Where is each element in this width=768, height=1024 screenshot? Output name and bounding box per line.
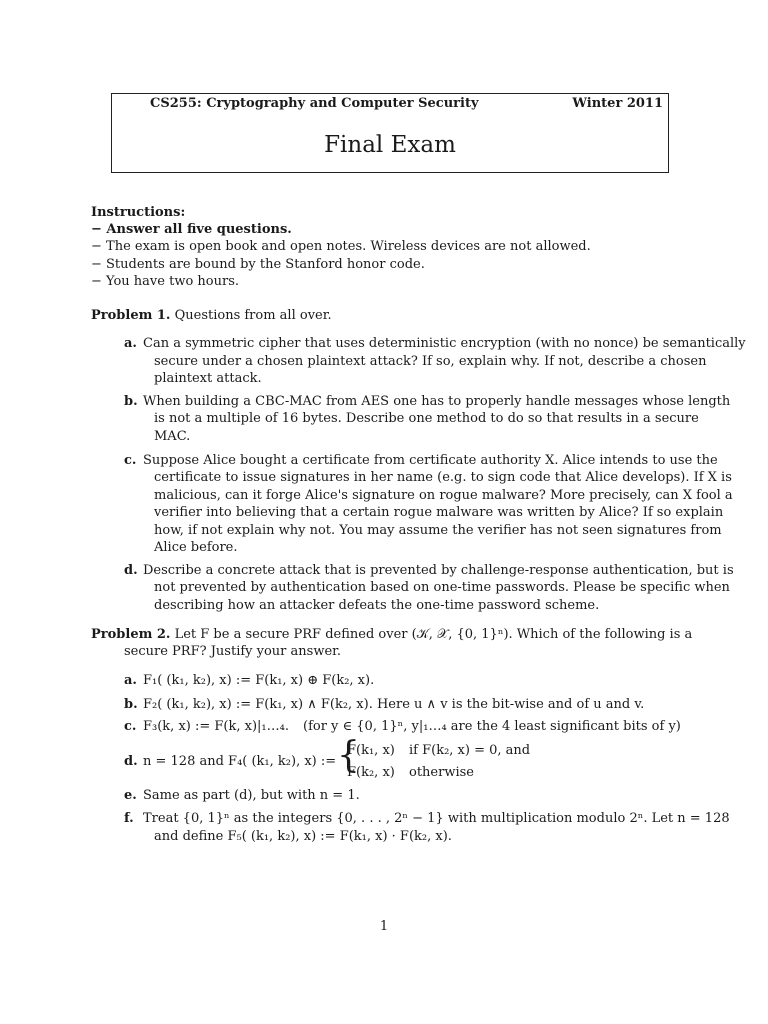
- part-note: (for y ∈ {0, 1}ⁿ, y|₁…₄ are the 4 least significant bits of y): [303, 719, 681, 734]
- case-1-condition: if F(k₂, x) = 0, and: [409, 743, 531, 758]
- part-label: d.: [124, 754, 138, 769]
- problem-2-heading: [91, 626, 692, 643]
- part-text: not prevented by authentication based on one-time passwords. Please be specific when: [154, 580, 730, 595]
- part-text: Can a symmetric cipher that uses deterministic encryption (with no nonce) be semantically: [143, 336, 746, 351]
- part-label: b.: [124, 394, 138, 409]
- problem-1-heading: [91, 307, 332, 324]
- part-text: is not a multiple of 16 bytes. Describe one method to do so that results in a secure: [154, 411, 699, 426]
- course-title: CS255: Cryptography and Computer Security: [150, 96, 479, 111]
- part-text: F₁( (k₁, k₂), x) := F(k₁, x) ⊕ F(k₂, x).: [143, 673, 375, 688]
- term: Winter 2011: [572, 96, 663, 111]
- part-label: d.: [124, 563, 138, 578]
- part-label: e.: [124, 788, 137, 803]
- part-text: Treat {0, 1}ⁿ as the integers {0, . . . , 2ⁿ − 1} with multiplication modulo 2ⁿ. Let n = 128: [143, 811, 730, 826]
- problem-2-label: Problem 2.: [91, 627, 171, 642]
- part-text: F₂( (k₁, k₂), x) := F(k₁, x) ∧ F(k₂, x). Here u ∧ v is the bit-wise and of u and v.: [143, 697, 645, 712]
- part-text: MAC.: [154, 429, 191, 444]
- problem-1-label: Problem 1.: [91, 308, 171, 323]
- exam-header-box: [111, 93, 669, 173]
- instruction-item: − You have two hours.: [91, 274, 240, 289]
- instruction-item: − Students are bound by the Stanford honor code.: [91, 257, 425, 272]
- part-text: Alice before.: [154, 540, 238, 555]
- part-text: n = 128 and F₄( (k₁, k₂), x) :=: [143, 754, 337, 769]
- part-label: c.: [124, 453, 137, 468]
- part-label: a.: [124, 673, 137, 688]
- part-text: F₃(k, x) := F(k, x)|₁…₄.: [143, 719, 289, 734]
- part-label: a.: [124, 336, 137, 351]
- case-2-condition: otherwise: [409, 765, 474, 780]
- case-1-value: F(k₁, x): [347, 743, 395, 758]
- case-brace: {: [337, 735, 360, 776]
- page-title: Final Exam: [324, 132, 456, 158]
- problem-2-intro-cont: secure PRF? Justify your answer.: [124, 644, 342, 659]
- part-text: describing how an attacker defeats the one-time password scheme.: [154, 598, 600, 613]
- case-2-value: F(k₂, x): [347, 765, 395, 780]
- instruction-item: − The exam is open book and open notes. Wireless devices are not allowed.: [91, 239, 591, 254]
- part-text: Suppose Alice bought a certificate from certificate authority X. Alice intends to use the: [143, 453, 718, 468]
- page-number: 1: [379, 919, 389, 934]
- part-text: verifier into believing that a certain rogue malware was written by Alice? If so explain: [154, 505, 724, 520]
- part-text: certificate to issue signatures in her name (e.g. to sign code that Alice develops). If X is: [154, 470, 732, 485]
- part-text: secure under a chosen plaintext attack? If so, explain why. If not, describe a chosen: [154, 354, 707, 369]
- part-text: Same as part (d), but with n = 1.: [143, 788, 360, 803]
- problem-1-intro: Questions from all over.: [174, 308, 332, 323]
- part-text: Describe a concrete attack that is prevented by challenge-response authentication, but is: [143, 563, 734, 578]
- part-label: c.: [124, 719, 137, 734]
- instructions-heading: Instructions:: [91, 205, 186, 220]
- problem-2-intro: Let F be a secure PRF defined over (𝒦, 𝒳, {0, 1}ⁿ). Which of the following is a: [174, 627, 693, 642]
- part-text: how, if not explain why not. You may assume the verifier has not seen signatures from: [154, 523, 722, 538]
- part-text: and define F₅( (k₁, k₂), x) := F(k₁, x) · F(k₂, x).: [154, 829, 452, 844]
- part-text: malicious, can it forge Alice's signature on rogue malware? More precisely, can X fool a: [154, 488, 733, 503]
- part-label: f.: [124, 811, 134, 826]
- part-label: b.: [124, 697, 138, 712]
- instruction-item: − Answer all five questions.: [91, 222, 292, 237]
- part-text: plaintext attack.: [154, 371, 262, 386]
- part-text: When building a CBC-MAC from AES one has to properly handle messages whose length: [143, 394, 731, 409]
